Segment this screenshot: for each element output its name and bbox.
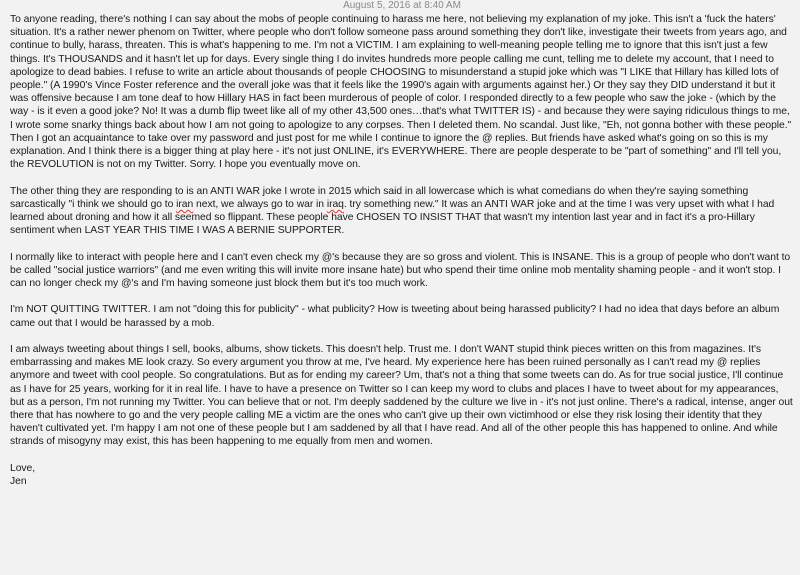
paragraph-text-segment: The other thing they are responding to is an ANTI WAR joke I wrote in 2015 which said in all lowercase which is what comedians do when they're saying something sarcastically "i think we should go to — [10, 185, 749, 210]
sign-off-love: Love, — [10, 462, 36, 474]
message-body — [10, 13, 794, 488]
paragraph-text-segment: next, we always go to war in — [193, 198, 327, 210]
paragraph-interaction: I normally like to interact with people here and I can't even check my @'s because they are so gross and violent. This is INSANE. This is a group of people who don't want to be called "social justice warriors" (and me even writing this will invite more insane hate) but who spend their time online mob mentality shaming people - and it won't stop. I can no longer check my @'s and I'm having someone just block them but it's too much work. — [10, 251, 791, 290]
sign-off — [10, 462, 794, 488]
paragraph-intro: To anyone reading, there's nothing I can say about the mobs of people continuing to harass me here, not believing my explanation of my joke. This isn't a 'fuck the haters' situation. It's a rather newer phenom on Twitter, where people who don't follow someone pass around something they don't like, investigate their tweets from years ago, and continue to bully, harass, threaten. This is what's happening to me. I'm not a VICTIM. I am explaining to well-meaning people telling me to ignore that this isn't just a few things. It's THOUSANDS and it hasn't let up for days. Every single thing I do invites hundreds more people calling me cunt, telling me to delete my account, that I need to apologize to dead babies. I refuse to write an article about thousands of people CHOOSING to misunderstand a stupid joke which was "I LIKE that Hillary has killed lots of people." (A 1990's Vince Foster reference and the overall joke was that it feels like the 1990's again with arguments against her.) Or they say they DID understand it but it was offensive because I am tone deaf to how Hillary HAS in fact been murderous of people of color. I responded directly to a few people who saw the joke - (which by the way - is it even a good joke? No! It was a dumb flip tweet like all of my other 43,500 ones…that's what TWITTER IS) - and because they were saying ridiculous things to me, I wrote some snarky things back about how I am not going to apologize to any corpses. Then I deleted them. No scandal. Just like, "Eh, not gonna bother with these people." Then I got an acquaintance to take over my password and just post for me while I continue to ignore the @ replies. But friends have asked what's going on so this is my explanation. And I think there is a bigger thing at play here - it's not just ONLINE, it's EVERYWHERE. There are people desperate to be "part of something" and I'll tell you, the REVOLUTION is not on my Twitter. Sorry. I hope you eventually move on. — [10, 14, 792, 171]
paragraph-text-segment: . try something new." It was an ANTI WAR joke and at the time I was very upset with what I had learned about droning and how it all seemed so flippant. These people have CHOSEN TO INSIST THAT that wasn't my intention last year and in fact it's a pro-Hillary sentiment when LAST YEAR THIS TIME I WAS A BERNIE SUPPORTER. — [10, 198, 775, 237]
misspelled-word-iran: iran — [176, 198, 194, 210]
paragraph-anti-war-joke — [10, 185, 794, 238]
signature-name: Jen — [10, 476, 27, 488]
message-date: August 5, 2016 at 8:40 AM — [343, 0, 461, 11]
misspelled-word-iraq: iraq — [326, 198, 344, 210]
paragraph-not-quitting: I'm NOT QUITTING TWITTER. I am not "doing this for publicity" - what publicity? How is tweeting about being harassed publicity? I had no idea that days before an album came out that I would be harassed by a mob. — [10, 304, 780, 329]
paragraph-always-tweeting: I am always tweeting about things I sell, books, albums, show tickets. This doesn't help. Trust me. I don't WANT stupid think pieces written on this from magazines. It's embarrassing and makes ME look crazy. So every argument you throw at me, I've heard. My experience here has been ruined personally as I can't read my @ replies anymore and tweet with cool people. So congratulations. But as for ending my career? Um, that's not a thing that some tweets can do. As for true social justice, I'll continue as I have for 25 years, working for it in real life. I have to have a presence on Twitter so I can keep my word to clubs and places I have to tweet about for my appearances, but as a person, I'm not running my Twitter. You can believe that or not. I'm deeply saddened by the culture we live in - it's not just online. There's a radical, intense, anger out there that has nowhere to go and the very people calling ME a victim are the ones who can't give up their own victimhood or else they risk losing their identity that they haven't cultivated yet. I'm happy I am not one of these people but I am saddened by all that I have read. And all of the other people this has happened to online. And while strands of misogyny may exist, this has been happening to me equally from men and women. — [10, 344, 793, 448]
